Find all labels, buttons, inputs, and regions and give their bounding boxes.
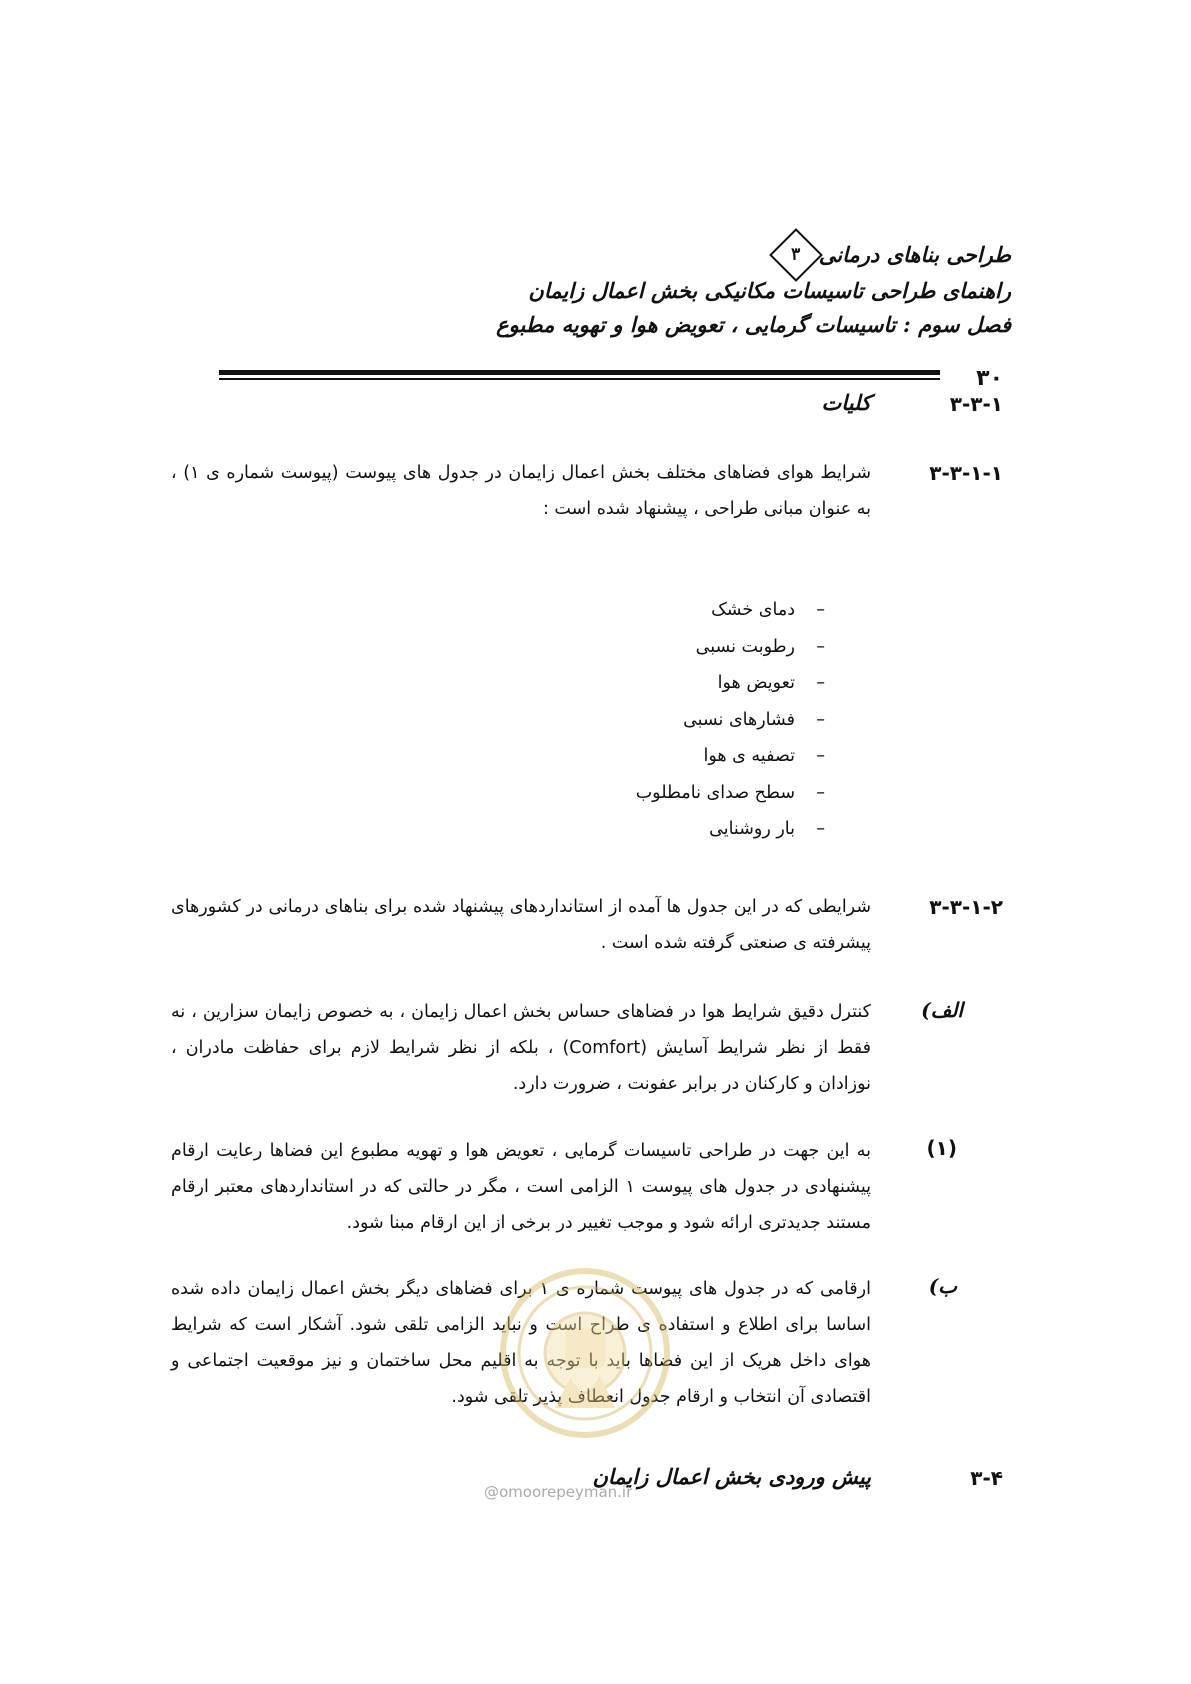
header-rule-thin xyxy=(219,378,940,380)
header-book-title: طراحی بناهای درمانی xyxy=(818,242,1011,267)
paragraph-number: ۳-۳-۱-۲ xyxy=(929,895,1003,919)
page-header xyxy=(496,236,1011,342)
list-item: – بار روشنایی xyxy=(709,819,825,839)
bullet-list xyxy=(636,592,825,848)
page-number: ۳۰ xyxy=(976,366,1003,391)
list-item: – رطوبت نسبی xyxy=(695,636,825,657)
watermark-logo xyxy=(495,1258,675,1458)
item-label: ب) xyxy=(928,1274,957,1298)
volume-number: ۳ xyxy=(791,245,801,266)
section-heading: کلیات xyxy=(821,390,871,415)
paragraph-text: ارقامی که در جدول های پیوست شماره ی ۱ برای فضاهای دیگر بخش اعمال زایمان داده شده اساسا برای اطلاع و استفاده ی طراح است و نباید الزامی تلقی شود. آشکار است که شرایط هوای داخل هریک از این فضاها باید با توجه به اقلیم محل ساختمان و نیز موقعیت اجتماعی و اقتصادی آن انتخاب و ارقام جدول انعطاف پذیر تلقی شود. xyxy=(171,1279,871,1407)
paragraph-text: شرایط هوای فضاهای مختلف بخش اعمال زایمان در جدول های پیوست (پیوست شماره ی ۱) ، به عنوان مبانی طراحی ، پیشنهاد شده است : xyxy=(171,463,871,519)
paragraph-number: ۳-۳-۱-۱ xyxy=(929,461,1003,485)
item-label: (۱) xyxy=(926,1136,957,1160)
paragraph-text: کنترل دقیق شرایط هوا در فضاهای حساس بخش اعمال زایمان ، به خصوص زایمان سزارین ، نه فقط از نظر شرایط آسایش (Comfort) ، بلکه از نظر شرایط لازم برای حفاظت مادران ، نوزادان و کارکنان در برابر عفونت ، ضرورت دارد. xyxy=(171,1002,871,1094)
paragraph-text: شرایطی که در این جدول ها آمده از استانداردهای پیشنهاد شده برای بناهای درمانی در کشورهای پیشرفته ی صنعتی گرفته شده است . xyxy=(171,897,871,953)
list-item: – تعویض هوا xyxy=(717,673,825,693)
section-number: ۳-۴ xyxy=(970,1466,1003,1490)
watermark-website: @omoorepeyman.ir xyxy=(484,1483,633,1501)
item-label: الف) xyxy=(921,998,963,1022)
section-number: ۳-۳-۱ xyxy=(949,392,1003,416)
list-item: – دمای خشک xyxy=(711,600,825,620)
section-heading: پیش ورودی بخش اعمال زایمان xyxy=(592,1464,871,1489)
list-item: – فشارهای نسبی xyxy=(683,709,825,730)
header-line-2: راهنمای طراحی تاسیسات مکانیکی بخش اعمال زایمان xyxy=(528,278,1011,303)
list-item: – تصفیه ی هوا xyxy=(703,746,825,766)
header-line-3: فصل سوم : تاسیسات گرمایی ، تعویض هوا و تهویه مطبوع xyxy=(496,312,1011,337)
header-rule-thick xyxy=(219,370,940,375)
paragraph-text: به این جهت در طراحی تاسیسات گرمایی ، تعویض هوا و تهویه مطبوع این فضاها رعایت ارقام پیشنهادی در جدول های پیوست ۱ الزامی است ، مگر در حالتی که در استانداردهای معتبر ارقام مستند جدیدتری ارائه شود و موجب تغییر در برخی از این ارقام مبنا شود. xyxy=(171,1141,871,1233)
list-item: – سطح صدای نامطلوب xyxy=(635,782,825,803)
header-line-1 xyxy=(496,236,1011,274)
